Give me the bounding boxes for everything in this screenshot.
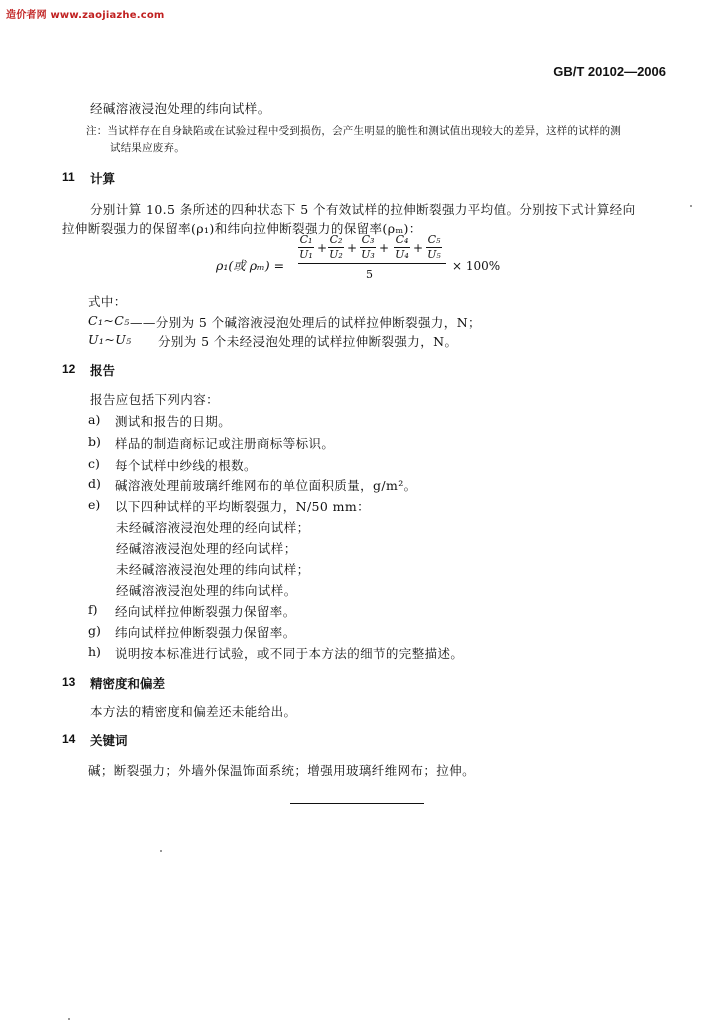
scan-speck [690, 205, 692, 207]
list-label: e) [88, 497, 101, 512]
sub-list-item: 未经碱溶液浸泡处理的经向试样； [116, 520, 310, 535]
fraction-term: C₅ U₅ [427, 233, 441, 261]
plus-operator: + [379, 241, 390, 255]
list-label: g) [88, 623, 101, 638]
list-label: d) [88, 476, 101, 491]
note-continuation: 试结果应废弃。 [110, 142, 185, 154]
fraction-denominator: 5 [366, 268, 373, 281]
where-label: 式中： [88, 294, 127, 309]
fraction-term: C₄ U₄ [395, 233, 409, 261]
scan-speck [68, 1018, 70, 1020]
definition-text: ——分别为 5 个碱溶液浸泡处理后的试样拉伸断裂强力，N； [130, 315, 481, 330]
list-label: h) [88, 644, 101, 659]
scan-speck [160, 850, 162, 852]
paragraph: 拉伸断裂强力的保留率(ρ₁)和纬向拉伸断裂强力的保留率(ρₘ)： [62, 221, 422, 236]
list-item: 以下四种试样的平均断裂强力，N/50 mm： [115, 499, 371, 514]
section-number: 13 [62, 675, 76, 689]
body-line: 经碱溶液浸泡处理的纬向试样。 [90, 101, 271, 116]
list-item: 说明按本标准进行试验，或不同于本方法的细节的完整描述。 [115, 646, 464, 661]
list-item: 纬向试样拉伸断裂强力保留率。 [115, 625, 296, 640]
list-label: f) [88, 602, 98, 617]
paragraph: 分别计算 10.5 条所述的四种状态下 5 个有效试样的拉伸断裂强力平均值。分别按下式计算经向 [90, 202, 636, 217]
section-title: 关键词 [90, 733, 128, 748]
paragraph: 本方法的精密度和偏差还未能给出。 [90, 704, 297, 719]
section-number: 12 [62, 362, 76, 376]
plus-operator: + [347, 241, 358, 255]
plus-operator: + [317, 241, 328, 255]
list-label: b) [88, 434, 101, 449]
section-title: 计算 [90, 171, 116, 186]
list-label: c) [88, 456, 100, 471]
end-rule [290, 803, 424, 804]
formula-lhs: ρ₁(或 ρₘ) = [216, 258, 285, 273]
section-title: 报告 [90, 363, 116, 378]
retention-formula [216, 232, 516, 288]
sub-list-item: 经碱溶液浸泡处理的纬向试样。 [116, 583, 297, 598]
fraction-term: C₁ U₁ [299, 233, 313, 261]
percent-multiplier: × 100% [452, 259, 501, 273]
list-label: a) [88, 412, 101, 427]
section-number: 14 [62, 732, 76, 746]
fraction-term: C₂ U₂ [329, 233, 343, 261]
paragraph: 报告应包括下列内容： [90, 392, 220, 407]
sub-list-item: 经碱溶液浸泡处理的经向试样； [116, 541, 297, 556]
main-fraction-bar [298, 263, 446, 264]
sub-list-item: 未经碱溶液浸泡处理的纬向试样； [116, 562, 310, 577]
list-item: 每个试样中纱线的根数。 [115, 458, 257, 473]
list-item: 经向试样拉伸断裂强力保留率。 [115, 604, 296, 619]
section-number: 11 [62, 170, 75, 184]
section-title: 精密度和偏差 [90, 676, 166, 691]
list-item: 样品的制造商标记或注册商标等标识。 [115, 436, 335, 451]
standard-code: GB/T 20102—2006 [553, 64, 666, 79]
fraction-term: C₃ U₃ [361, 233, 375, 261]
definition-text: 分别为 5 个未经浸泡处理的试样拉伸断裂强力，N。 [158, 334, 458, 349]
keywords-text: 碱；断裂强力；外墙外保温饰面系统；增强用玻璃纤维网布；拉伸。 [88, 763, 476, 778]
definition-symbol: U₁~U₅ [88, 332, 132, 347]
definition-symbol: C₁~C₅ [88, 313, 130, 328]
site-watermark: 造价者网 www.zaojiazhe.com [6, 10, 165, 21]
plus-operator: + [413, 241, 424, 255]
list-item: 碱溶液处理前玻璃纤维网布的单位面积质量，g/m²。 [115, 478, 417, 493]
list-item: 测试和报告的日期。 [115, 414, 232, 429]
note-text: 注：当试样存在自身缺陷或在试验过程中受到损伤，会产生明显的脆性和测试值出现较大的差异，这样的试样的测 [86, 125, 621, 137]
